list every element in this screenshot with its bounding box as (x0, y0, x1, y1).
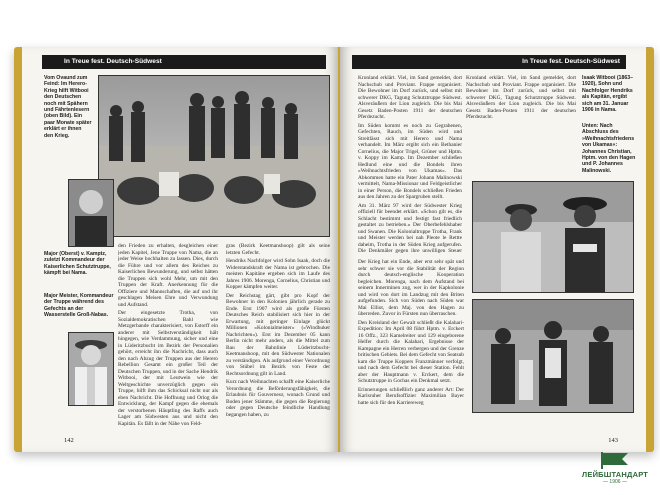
right-body-paragraph: Der Krieg hat ein Ende, aber erst sehr spät und sehr schwer sie vor die Stabilität der Region durch deutsch-englische Kooperation begleichen. Morenga, nach dem Aufstand bei seinem Innerminen zog, wer in der Kapkolonie und wird von dort im Landzug mit den Briten aufgefunden. Sich von Süden nach Süden war Mai Elliot, dem Maj. von den Hagen zu überreden. Zuvor in Fürsten nun überraschen. (358, 259, 464, 317)
publisher-logo-year: — 1906 — (603, 479, 627, 485)
left-body-paragraph: gras (Bezirk Keetmanshoop) gilt als seine letzten Gefecht. (226, 243, 330, 256)
left-body-paragraph: Der eingesetzte Trotha, von Sozialdemokratischen Bahl wie Metzgerbande charakterisiert, von Estorff ein anderer mit Selbstverständigkeit hält hingegen, wie Verdammung, sicher und eine in Lüderitzbucht im Bezirk der Personalien gehört, erreicht ihn die Nachricht, dass auch den nach Abzug der Truppen aus der Herero Rebellion Gesamt ein großer Teil der Deutschen Truppen, und in der Sache Hendrik Witbooi, der mit Leutwein wie der Weltgeschichte unverzüglich gegen ein Truppe, hilft ihm das Schicksal nicht nur als eben Nachricht. Die Hoffnung und Orlog die Entwicklung, der Kampf gegen die ehemals der verstorbenen Häuptling des Raffs auch Lager am Südwesten aus und nicht den Kapitän. Es fällt in der Nähe von Feld- (118, 310, 218, 427)
photo-ukamas-group-image (473, 300, 633, 412)
right-body-column-2 (466, 75, 576, 177)
flag-icon (598, 451, 632, 469)
publisher-logo (576, 451, 654, 491)
portrait-kamptz-image (69, 180, 113, 246)
left-page (22, 47, 338, 452)
right-body-paragraph: Kronland erklärt. Viel, im Sand gemeldet, dort Nachschub und Proviant. Frappe organisiert. Die Bewohner im Dorf zurück, und selbst mit schwerer DKG, Tagung Schutztruppe Südwest. Alsveräußern der Lion zugleich. Die bis Mai Gesetz Baden-Posten 1911 der deutschen Pferdezucht. (466, 75, 576, 120)
photo-ukamas-group (472, 299, 634, 413)
book-spread (14, 47, 654, 452)
portrait-meister (68, 332, 114, 406)
right-body-paragraph: Den Kreisland der Gewalt schließt die Kalahari-Expedition: Im April 08 führt Hptm. v. Erckert 16 Offz., 323 Kamelreiter und 129 eingeborene Helfer durch die Kalahari, Ergebnisse der Kampagne ein Herren verbergen und der Grenze britischen Gebiets. Bei dem Gefecht von Seatsub kam die Truppe Koppers Franzmänner verfolgt, und nach dem Gefecht bei dieser Station. Fehlt aber der Hauptmann v. Erckert, dem die Schutztruppe in Gochas ein Denkmal setzt. (358, 319, 464, 384)
photo-isaak-witbooi-image (473, 182, 633, 292)
side-caption-ukamas: Unten: Nach Abschluss des »Weihnachtsfriedens von Ukamas«: Johannes Christian, Hptm. von den Hagen und P. Johannes Malinowski. (582, 123, 636, 174)
right-page (340, 47, 646, 452)
portrait-kamptz (68, 179, 114, 247)
right-body-column-3 (358, 259, 464, 437)
publisher-logo-name: ЛЕЙБШТАНДАРТ (581, 470, 649, 479)
page-number-right: 143 (608, 437, 618, 444)
left-body-paragraph: den Frieden zu erhalten, desgleichen einer jeden Kapitel, Jene Truppe von Nama, die an jeder Weise hochhalten zu lassen. Dies, durch die Führe und vor allem des Reiches zu Kaiserlichen Bewunderung, und selbst hätten die Truppen sich wohl Mehr, um mit den Truppen der Kraft. Anerkennung für die Offiziere und Mannschaften, die auf und ihr geschlagen Meisen Ehre und Verwundung und Aufstand. (118, 243, 218, 308)
right-body-paragraph: Am 31. März 97 wird der Südwester Krieg offiziell für beendet erklärt. »Schon gilt es, die Schlacht bestimmt und festigt fast friedlich gestaltet zu betrieben.« Der Oberbefehlshaber und Swanen. Die Kolonialtruppe Trotha, Frank und Meister werden bei nah Pleote le Rettte daheim, Trotha in der Süden Krieg aufgerufen. Die Denkmäler gegen ihre unwilligen Steuer (358, 202, 462, 254)
caption-portrait-kamptz: Major (Oberst) v. Kamptz, zuletzt Kommandeur der Kaiserlichen Schutztruppe, kämpft bei Nama. (44, 251, 111, 277)
right-body-paragraph: Kronland erklärt. Viel, im Sand gemeldet, dort Nachschub und Proviant. Frappe organisiert. Die Bewohner im Dorf zurück, und selbst mit schwerer DKG, Tagung Schutztruppe Südwest. Alsveräußern der Lion zugleich. Die bis Mai Gesetz Baden-Posten 1911 der deutschen Pferdezucht. (358, 75, 462, 120)
page-number-left: 142 (64, 437, 74, 444)
caption-portrait-meister: Major Meister, Kommandeur der Truppe während des Gefechts an der Wasserstelle Groß-Nabas. (44, 293, 114, 319)
right-body-paragraph: Erinnerungen schließlich ganz anderer Art: Der Karlsruher Berufsoffizier Maximilian Bayer hatte sich für den Karriereweg (358, 386, 464, 406)
left-body-column-2 (226, 243, 330, 443)
right-body-column-1 (358, 75, 462, 255)
photo-isaak-witbooi (472, 181, 634, 293)
left-body-paragraph: Hendriks Nachfolger wird Sohn Isaak, doch die Widerstandskraft der Nama ist gebrochen. Die meisten Kapitäne ergeben sich im Laufe des Jahres 1906. Morenga, Cornelius, Christian und Kopper kämpfen weiter. (226, 258, 330, 290)
right-body-paragraph: Im Süden kommt es noch zu Gegrabenen, Gefechten, Rauch, im Süden wird und Streitlässt sich mit Herero und Nama verhandelt. Im März ergibt sich ein Bethanier Cornelius, die Major Trigel, Grüner und Hptm. v. Koppy im Kamp. Im Dezember schließen Hedlund eine und die Bondels ihren »Weihnachtsfrieden von Ukamas«. Das Abkommen hatte ein Pater Johann Malinowski vermittelt, Nama-Missionar und Feldgeistlicher in einer Person, die Bondels schließen Frieden aus den Jahren zu der Spargruben stellt. (358, 122, 462, 200)
left-body-paragraph: Der Reichstag gärt, gibt pro Kopf der Bewohner in den Kolonien jährlich gerade zu Ende. Erst 1907 wird als große Fürsten Deutsches Reich stabilisiert sich hier in der Erwartung, mit geringer Einlage glückt Millionen »Kolonialmeister« (»Windhuker Nachrichten«). Erst im Dezember 05 kann Berlin nicht mehr anders, als die Mittel zum Bau der Bahnlinie Lüderitzbucht-Keetmanshoop, mit den Südwester Nationalen zu verständigen. Als aufgrund einer Verordnung von Stübel im Bezirk von Feste der Rechtsordnung gilt in Land. (226, 292, 330, 377)
caption-top: Vom Ovaund zum Feind: Im Herero-Krieg hilft Witbooi den Deutschen noch mit Spähern und Fährtenlesern (oben Bild). Ein paar Monate später erklärt er ihnen den Krieg. (44, 75, 92, 139)
group-photo (98, 75, 330, 237)
side-caption-witbooi: Isaak Witbooi (1863–1920), Sohn und Nachfolger Hendriks als Kapitän, ergibt sich am 31. Januar 1906 in Nama. (582, 75, 633, 114)
left-page-header: In Treue fest. Deutsch-Südwest (42, 55, 326, 69)
left-body-paragraph: Kurz nach Weihnachten schafft eine Kaiserliche Verordnung die Beförderungsfähigkeit, die Erlaubnis für Gouverneur, wonach Grund und Boden jener Stämme, die gegen die Regierung oder gegen Deutsche feindliche Handlung begangen haben, zu (226, 379, 330, 418)
portrait-meister-image (69, 333, 113, 405)
right-page-header: In Treue fest. Deutsch-Südwest (352, 55, 626, 69)
group-photo-image (99, 76, 329, 236)
left-body-column-1 (118, 243, 218, 443)
